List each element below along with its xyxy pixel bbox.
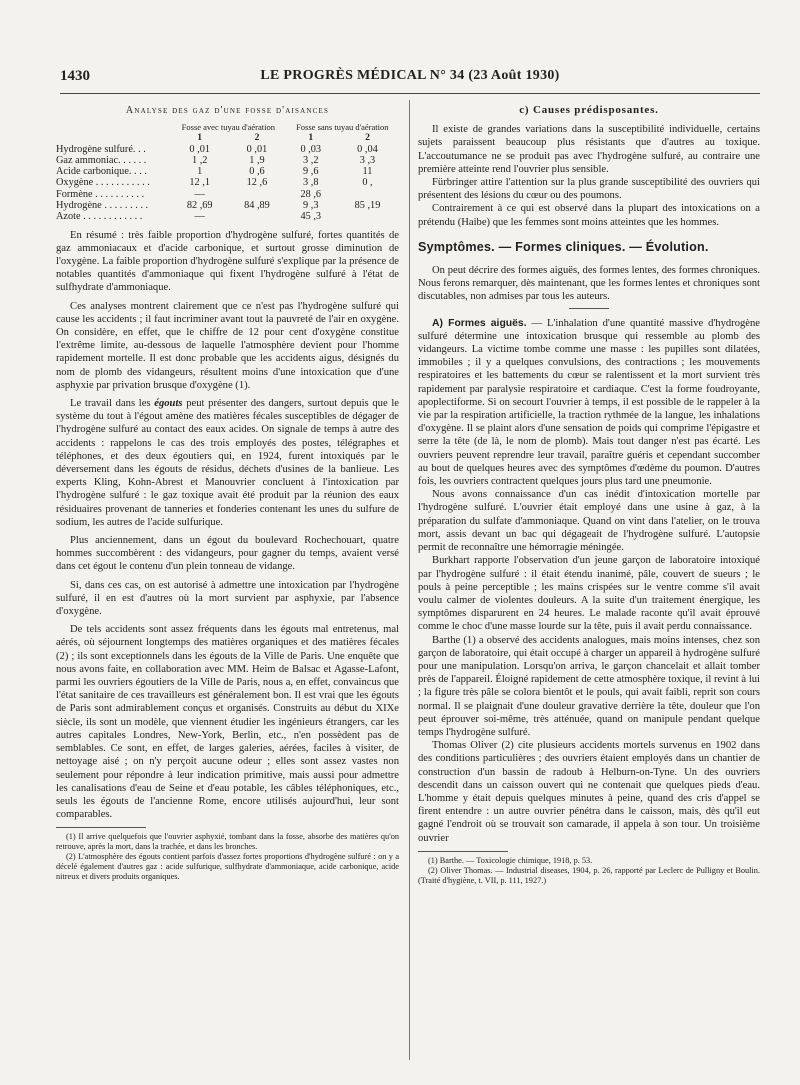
- page-header: [60, 68, 760, 90]
- table-row: Gaz ammoniac. . . . . . 1 ,2 1 ,9 3 ,2 3 ,3: [56, 154, 376, 166]
- footnote: (1) Barthe. — Toxicologie chimique, 1918, p. 53.: [428, 855, 593, 865]
- footnotes-left: [56, 832, 399, 882]
- paragraph: Plus anciennement, dans un égout du boulevard Rochechouart, quatre hommes succombèrent : des vidangeurs, pour gagner du temps, avaient versé dans cet égout le contenu d'un plein tonneau de vidange.: [56, 535, 399, 573]
- footnotes-right: [418, 856, 760, 886]
- paragraph: Burkhart rapporte l'observation d'un jeune garçon de laboratoire intoxiqué par l'hydrogène sulfuré : il était étendu inanimé, pâle, couvert de sueurs ; le pouls à peine perceptible ; les mains crispées sur le ventre comme s'il avait voulu calmer de violentes douleurs. A la suite d'un traitement énergique, les symptômes disparurent en 24 heures. Le malade raconte qu'il avait éprouvé comme le choc d'une masse lourde sur la tête, puis il avait perdu connaissance.: [418, 555, 760, 633]
- subheading-formes-aigues: A) Formes aiguës.: [432, 317, 527, 329]
- footnote: (2) L'atmosphère des égouts contient parfois d'assez fortes proportions d'hydrogène sulfuré : on y a décelé également d'autres gaz : acide sulfurique, sulfhydrate d'ammoniaque, acide carbonique, acide nitreux et divers produits organiques.: [56, 852, 399, 882]
- col-num: 1: [197, 132, 203, 144]
- footnote: (1) Il arrive quelquefois que l'ouvrier asphyxié, tombant dans la fosse, absorbe des matières qu'on retrouve, après la mort, dans la trachée, et dans les bronches.: [56, 832, 399, 852]
- paragraph: Barthe (1) a observé des accidents analogues, mais moins intenses, chez son garçon de laboratoire, qui était occupé à charger un appareil à hydrogène sulfuré pour une manipulation. Lorsqu'on arriva, le garçon chancelait et allait tomber près de l'appareil. Éloigné rapidement de cette atmosphère toxique, il revint à lui ; la figure très pâle se colora bientôt et le pouls, qui avait faibli, reprit son cours normal. Il se plaignait d'une douleur gravative derrière la tête, douleur que l'on peut éprouver soi-même, très atténuée, quand on manipule pendant quelque temps l'hydrogène sulfuré.: [418, 634, 760, 738]
- group-b-header: Fosse sans tuyau d'aération: [296, 122, 389, 133]
- paragraph: Si, dans ces cas, on est autorisé à admettre une intoxication par l'hydrogène sulfuré, il en est d'autres où la mort survient par asphyxie, par l'absence d'oxygène.: [56, 579, 399, 618]
- paragraph-formes-aigues: A) Formes aiguës. — L'inhalation d'une quantité massive d'hydrogène sulfuré détermine une intoxication brusque qui ressemble au plomb des vidangeurs. La victime tombe comme une masse : les pupilles sont dilatées, immobiles ; il y a quelques convulsions, des contractions ; les mouvements respiratoires et les battements du cœur se ralentissent et la mort survient très rapidement par paralysie respiratoire et cardiaque. C'est la forme foudroyante, apoplectiforme. Si on secourt l'ouvrier à temps, il est possible de le rappeler à la vie par la respiration artificielle, la traction rythmée de la langue, les inhalations d'oxygène. Il se plaint alors d'une sensation de poids qui comprime l'épigastre et serre la tête (de là, le nom de plomb). Mais tout danger n'est pas écarté. Les ouvriers peuvent reprendre leur travail, paraître guéris et cependant succomber au bout de quelques heures avec des symptômes d'œdème du poumon. D'autres fois, les ouvriers contractent quelques jours plus tard une pneumonie.: [418, 317, 761, 488]
- paragraph: Contrairement à ce qui est observé dans la plupart des intoxications on a prétendu (Haibe) que les femmes sont moins atteintes que les hommes.: [418, 203, 760, 228]
- table-row: Oxygène . . . . . . . . . . . 12 ,1 12 ,6 3 ,8 0 ,: [56, 177, 373, 189]
- header-rule: [60, 93, 760, 94]
- left-column: [56, 104, 399, 882]
- column-separator: [409, 100, 410, 1060]
- gas-analysis-table: [56, 123, 399, 222]
- table-row: Azote . . . . . . . . . . . . — 45 ,3: [56, 211, 322, 223]
- paragraph-egouts: Le travail dans les égouts peut présenter des dangers, surtout depuis que le système du tout à l'égout amène des matières fécales susceptibles de dégager de l'hydrogène sulfuré au contact des eaux acides. On signale de temps à autre des accidents : rappelons le cas des trois employés des postes, télégraphes et téléphones, et des deux égoutiers qui, en 1924, furent intoxiqués par le déversement dans les égouts de résidus, déchets d'usines de la banlieue. Les experts Kling, Kohn-Abrest et Manouvrier concluent à l'intoxication par l'hydrogène sulfuré : le gaz toxique avait été produit par la réunion des eaux résiduaires provenant de tanneries et fonderies contenant les unes du sulfure de sodium, les autres de l'acide sulfurique.: [56, 398, 400, 528]
- table-row: Hydrogène sulfuré. . . 0 ,01 0 ,01 0 ,03 0 ,04: [56, 143, 378, 155]
- table-row: Formène . . . . . . . . . . — 28 ,6: [56, 188, 322, 200]
- group-a-header: Fosse avec tuyau d'aération: [181, 122, 276, 133]
- table-row: Hydrogène . . . . . . . . . 82 ,69 84 ,89 9 ,3 85 ,19: [56, 199, 381, 211]
- section-heading-symptomes: Symptômes. — Formes cliniques. — Évolution.: [418, 239, 709, 254]
- paragraph: On peut décrire des formes aiguës, des formes lentes, des formes chroniques. Nous ferons remarquer, dès maintenant, que les formes lentes et chroniques sont discutables, non admises par tous les auteurs.: [418, 265, 760, 303]
- paragraph: Il existe de grandes variations dans la susceptibilité individuelle, certains sujets paraissent beaucoup plus résistants que d'autres au toxique. L'accoutumance ne se produit pas avec l'hydrogène sulfuré, au contraire une première atteinte rend l'ouvrier plus sensible.: [418, 124, 760, 175]
- page-number: 1430: [60, 68, 90, 84]
- section-title-causes: c) Causes prédisposantes.: [519, 104, 659, 116]
- table-title: Analyse des gaz d'une fosse d'aisances: [125, 105, 330, 116]
- paragraph: Fürbringer attire l'attention sur la plus grande susceptibilité des ouvriers qui présentent des lésions du cœur ou des poumons.: [418, 177, 760, 202]
- keyword-egouts: égouts: [154, 398, 183, 410]
- paragraph: En résumé : très faible proportion d'hydrogène sulfuré, fortes quantités de gaz ammoniacaux et d'acide carbonique, et surtout grosse diminution de l'oxygène. La faible proportion d'hydrogène sulfuré s'explique par la présence de notables quantités d'ammoniaque qui fixent l'hydrogène sulfuré à l'état de sulfhydrate d'ammoniaque.: [56, 229, 399, 294]
- paragraph: De tels accidents sont assez fréquents dans les égouts mal entretenus, mal aérés, où séjournent longtemps des matières organiques et des matières fécales (2) ; ils sont exceptionnels dans les égouts de la Ville de Paris. Une enquête que nous avons faite, en collaboration avec MM. Heim de Balsac et Agasse-Lafont, parmi les ouvriers égoutiers de la Ville de Paris, nous a, en effet, convaincus que l'état sanitaire de ces travailleurs est généralement bon. Il est vrai que les égouts de Paris sont admirablement conçus et organisés. Construits au début du XIXe siècle, ils sont un modèle, que viennent étudier les ingénieurs étrangers, car les autres capitales Londres, New-York, Berlin, etc., n'en possèdent pas de semblables. Ce sont, en effet, de larges galeries, aérées, faciles à visiter, de nettoyage aisé ; on n'y perçoit aucune odeur ; elles sont assez vastes non seulement pour répondre à leur indication primitive, mais aussi pour admettre les canalisations d'eau de Seine et d'eau potable, les câbles téléphoniques, etc., seuls les égouts de l'ancienne Rome, encore utilisés aujourd'hui, leur sont comparables.: [56, 624, 399, 821]
- paragraph: Ces analyses montrent clairement que ce n'est pas l'hydrogène sulfuré qui cause les accidents ; il faut incriminer avant tout la pauvreté de l'air en oxygène. On considère, en effet, que le chiffre de 12 pour cent d'oxygène constitue l'extrême limite, au-dessous de laquelle l'atmosphère devient pour l'homme rapidement mortelle. Il est donc probable que les accidents aigus, désignés du nom de plomb des vidangeurs, résultent moins d'une intoxication que d'une asphyxie par privation brusque d'oxygène (1).: [56, 300, 399, 391]
- right-column: [418, 104, 760, 886]
- paragraph: Nous avons connaissance d'un cas inédit d'intoxication mortelle par l'hydrogène sulfuré. L'ouvrier était employé dans une usine à gaz, à la préparation du sulfate d'ammoniaque. Quand on vint dans l'atelier, on le trouva mort, assis devant un bac qui dégageait de l'hydrogène sulfuré. L'autopsie permit de reconnaître une hémorragie méningée.: [418, 489, 760, 554]
- table-row: Acide carbonique. . . . 1 0 ,6 9 ,6 11: [56, 166, 373, 178]
- short-rule: [569, 308, 609, 309]
- footnote-rule: [418, 851, 508, 852]
- footnote: (2) Oliver Thomas. — Industrial diseases, 1904, p. 26, rapporté par Leclerc de Pulligny et Boulin. (Traité d'hygiène, t. VII, p. 111, 1927.): [418, 865, 760, 885]
- col-num: 1: [308, 132, 314, 144]
- paragraph: Thomas Oliver (2) cite plusieurs accidents mortels survenus en 1902 dans des conditions particulières ; des ouvriers étaient employés dans un chantier de construction d'un bassin de radoub à Helburn-on-Tyne. Un des ouvriers descendit dans un caisson ouvert qui ne contenait que quelques pieds d'eau. L'homme y était depuis quelques minutes à peine, quand des cris d'appel se firent entendre : un autre ouvrier pénétra dans le caisson, mais, dès qu'il eut gagné l'endroit où se trouvait son camarade, il appela à son tour. Un troisième ouvrier: [418, 740, 760, 844]
- col-num: 2: [254, 132, 260, 144]
- footnote-rule: [56, 827, 146, 828]
- journal-title: LE PROGRÈS MÉDICAL N° 34 (23 Août 1930): [260, 68, 560, 83]
- col-num: 2: [365, 132, 370, 144]
